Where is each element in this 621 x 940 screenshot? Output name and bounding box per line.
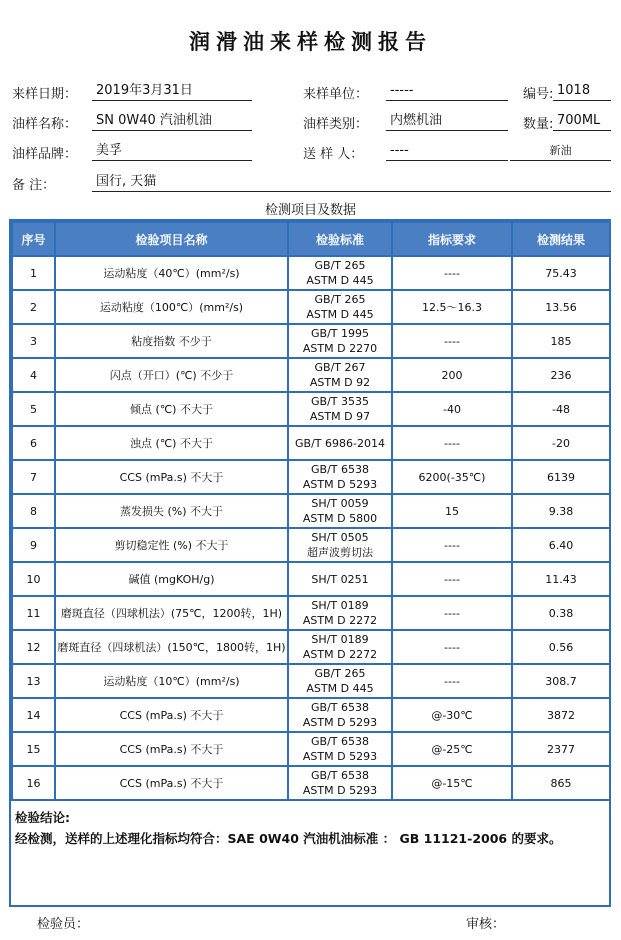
table-row <box>12 562 610 596</box>
standard-line-1: SH/T 0189 <box>311 599 369 612</box>
standard-line-2: ASTM D 5293 <box>302 784 378 797</box>
cell-result: 865 <box>512 766 610 800</box>
status-value: 新油 <box>510 141 611 161</box>
standard-line-2: ASTM D 5293 <box>302 478 378 491</box>
cell-standard <box>288 664 392 698</box>
table-row <box>12 664 610 698</box>
sender-label: 送 样 人： <box>303 147 364 162</box>
standard-line-2: ASTM D 5293 <box>302 716 378 729</box>
cell-no: 10 <box>12 562 55 596</box>
no-label: 编号: <box>523 87 554 102</box>
table-row <box>12 528 610 562</box>
cell-standard <box>288 256 392 290</box>
cell-standard <box>288 324 392 358</box>
cell-requirement: ---- <box>392 562 512 596</box>
cell-standard <box>288 630 392 664</box>
standard-line-1: GB/T 265 <box>314 667 366 680</box>
standard-line-1: GB/T 267 <box>314 361 366 374</box>
standard-line-2: ASTM D 97 <box>309 410 371 423</box>
table-row <box>12 290 610 324</box>
standard-line-2: ASTM D 445 <box>306 308 374 321</box>
standard-line-1: GB/T 6538 <box>311 769 369 782</box>
cell-standard <box>288 392 392 426</box>
cell-result: 308.7 <box>512 664 610 698</box>
standard-line-1: SH/T 0505 <box>311 531 369 544</box>
standard-line-2: ASTM D 445 <box>306 274 374 287</box>
cell-result: -48 <box>512 392 610 426</box>
cell-standard <box>288 290 392 324</box>
cell-requirement: ---- <box>392 256 512 290</box>
cell-standard <box>288 596 392 630</box>
qty-label: 数量: <box>523 117 554 132</box>
table-title: 检测项目及数据 <box>264 203 356 218</box>
standard-line-2: ASTM D 2270 <box>302 342 378 355</box>
table-row <box>12 460 610 494</box>
date-label: 来样日期： <box>12 87 78 102</box>
cell-item: 浊点 (℃) 不大于 <box>55 426 288 460</box>
cell-no: 11 <box>12 596 55 630</box>
standard-line-2: ASTM D 5800 <box>302 512 378 525</box>
cell-standard <box>288 766 392 800</box>
cell-requirement: 15 <box>392 494 512 528</box>
header-result: 检测结果 <box>512 222 610 256</box>
results-table <box>11 221 611 801</box>
cell-requirement: 6200(-35℃) <box>392 460 512 494</box>
standard-line-2: ASTM D 5293 <box>302 750 378 763</box>
cell-result: -20 <box>512 426 610 460</box>
table-row <box>12 596 610 630</box>
standard-line-1: SH/T 0189 <box>311 633 369 646</box>
cell-requirement: ---- <box>392 596 512 630</box>
standard-line-1: GB/T 265 <box>314 293 366 306</box>
cell-no: 4 <box>12 358 55 392</box>
cell-item: 运动粘度（10℃）(mm²/s) <box>55 664 288 698</box>
standard-line-2: ASTM D 2272 <box>302 648 378 661</box>
cell-no: 6 <box>12 426 55 460</box>
cell-requirement: ---- <box>392 630 512 664</box>
standard-line-1: GB/T 265 <box>314 259 366 272</box>
cell-standard <box>288 358 392 392</box>
cell-no: 3 <box>12 324 55 358</box>
qty-value: 700ML <box>553 111 611 131</box>
cell-item: CCS (mPa.s) 不大于 <box>55 698 288 732</box>
standard-line-1: SH/T 0059 <box>311 497 369 510</box>
note-value: 国行, 天猫 <box>92 172 611 192</box>
conclusion-block <box>11 801 609 855</box>
table-header-row <box>12 222 610 256</box>
reviewer-label: 审核： <box>466 917 506 932</box>
standard-line-1: GB/T 6986-2014 <box>295 436 385 450</box>
standard-line-1: GB/T 3535 <box>311 395 369 408</box>
cell-requirement: ---- <box>392 426 512 460</box>
cell-standard <box>288 494 392 528</box>
cell-result: 75.43 <box>512 256 610 290</box>
results-table-container <box>9 219 611 907</box>
cell-no: 2 <box>12 290 55 324</box>
header-standard: 检验标准 <box>288 222 392 256</box>
cell-item: 磨斑直径（四球机法）(75℃，1200转，1H) <box>55 596 288 630</box>
cell-no: 15 <box>12 732 55 766</box>
standard-line-2: ASTM D 2272 <box>302 614 378 627</box>
report-title: 润滑油来样检测报告 <box>189 29 432 54</box>
cell-no: 16 <box>12 766 55 800</box>
cell-no: 9 <box>12 528 55 562</box>
cell-item: 碱值 (mgKOH/g) <box>55 562 288 596</box>
date-value: 2019年3月31日 <box>92 81 252 101</box>
unit-label: 来样单位： <box>303 87 369 102</box>
cell-requirement: @-15℃ <box>392 766 512 800</box>
table-row <box>12 732 610 766</box>
cell-result: 11.43 <box>512 562 610 596</box>
cell-item: CCS (mPa.s) 不大于 <box>55 732 288 766</box>
standard-line-1: GB/T 6538 <box>311 735 369 748</box>
cell-no: 7 <box>12 460 55 494</box>
cell-item: 粘度指数 不少于 <box>55 324 288 358</box>
cell-requirement: ---- <box>392 664 512 698</box>
standard-line-2: ASTM D 92 <box>309 376 371 389</box>
cell-result: 0.56 <box>512 630 610 664</box>
cell-no: 12 <box>12 630 55 664</box>
cell-standard <box>288 698 392 732</box>
cell-standard <box>288 460 392 494</box>
cell-result: 0.38 <box>512 596 610 630</box>
standard-line-1: SH/T 0251 <box>311 572 369 586</box>
type-label: 油样类别： <box>303 117 369 132</box>
cell-no: 14 <box>12 698 55 732</box>
type-value: 内燃机油 <box>386 111 508 131</box>
cell-result: 185 <box>512 324 610 358</box>
cell-requirement: @-30℃ <box>392 698 512 732</box>
table-row <box>12 392 610 426</box>
cell-requirement: -40 <box>392 392 512 426</box>
cell-item: 磨斑直径（四球机法）(150℃，1800转，1H) <box>55 630 288 664</box>
standard-line-1: GB/T 6538 <box>311 463 369 476</box>
table-row <box>12 426 610 460</box>
table-row <box>12 494 610 528</box>
cell-item: 倾点 (℃) 不大于 <box>55 392 288 426</box>
cell-item: CCS (mPa.s) 不大于 <box>55 766 288 800</box>
note-label: 备 注： <box>12 178 56 193</box>
cell-item: 闪点（开口）(℃) 不少于 <box>55 358 288 392</box>
cell-item: CCS (mPa.s) 不大于 <box>55 460 288 494</box>
cell-item: 蒸发损失 (%) 不大于 <box>55 494 288 528</box>
cell-no: 1 <box>12 256 55 290</box>
table-row <box>12 630 610 664</box>
cell-result: 236 <box>512 358 610 392</box>
cell-no: 13 <box>12 664 55 698</box>
cell-result: 6.40 <box>512 528 610 562</box>
cell-result: 6139 <box>512 460 610 494</box>
table-row <box>12 324 610 358</box>
unit-value: ----- <box>386 81 508 101</box>
brand-label: 油样品牌： <box>12 147 78 162</box>
cell-result: 3872 <box>512 698 610 732</box>
cell-requirement: @-25℃ <box>392 732 512 766</box>
cell-requirement: 200 <box>392 358 512 392</box>
cell-item: 运动粘度（100℃）(mm²/s) <box>55 290 288 324</box>
conclusion-label: 检验结论: <box>15 810 70 825</box>
brand-value: 美孚 <box>92 141 252 161</box>
cell-standard <box>288 528 392 562</box>
cell-requirement: ---- <box>392 528 512 562</box>
standard-line-2: 超声波剪切法 <box>307 546 373 559</box>
cell-requirement: ---- <box>392 324 512 358</box>
sender-value: ---- <box>386 141 508 161</box>
inspector-label: 检验员： <box>37 917 90 932</box>
cell-item: 剪切稳定性 (%) 不大于 <box>55 528 288 562</box>
cell-standard <box>288 562 392 596</box>
cell-result: 2377 <box>512 732 610 766</box>
header-requirement: 指标要求 <box>392 222 512 256</box>
standard-line-1: GB/T 1995 <box>311 327 369 340</box>
conclusion-text: 经检测，送样的上述理化指标均符合：SAE 0W40 汽油机油标准 ： GB 11121-2006 的要求。 <box>15 831 562 846</box>
table-row <box>12 698 610 732</box>
cell-result: 9.38 <box>512 494 610 528</box>
standard-line-2: ASTM D 445 <box>306 682 374 695</box>
cell-result: 13.56 <box>512 290 610 324</box>
cell-standard <box>288 426 392 460</box>
standard-line-1: GB/T 6538 <box>311 701 369 714</box>
table-row <box>12 256 610 290</box>
table-body <box>12 256 610 800</box>
cell-standard <box>288 732 392 766</box>
name-label: 油样名称： <box>12 117 78 132</box>
name-value: SN 0W40 汽油机油 <box>92 111 252 131</box>
table-row <box>12 358 610 392</box>
cell-no: 8 <box>12 494 55 528</box>
table-row <box>12 766 610 800</box>
cell-no: 5 <box>12 392 55 426</box>
no-value: 1018 <box>553 81 611 101</box>
header-item: 检验项目名称 <box>55 222 288 256</box>
cell-requirement: 12.5～16.3 <box>392 290 512 324</box>
header-no: 序号 <box>12 222 55 256</box>
cell-item: 运动粘度（40℃）(mm²/s) <box>55 256 288 290</box>
